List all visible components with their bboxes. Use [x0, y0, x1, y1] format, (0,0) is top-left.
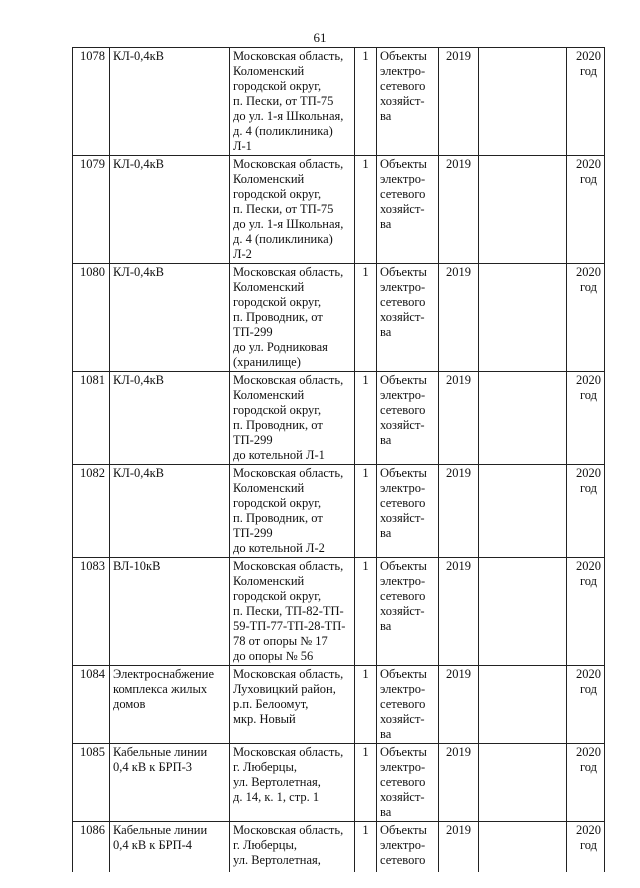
- table-row: [73, 264, 605, 372]
- object-location: Московская область, г. Люберцы, ул. Вертолетная,: [230, 822, 355, 872]
- deadline-cell: [567, 48, 605, 156]
- object-category: Объекты электро- сетевого хозяйст- ва: [377, 156, 439, 264]
- deadline-cell: [567, 465, 605, 558]
- object-category: Объекты электро- сетевого хозяйст- ва: [377, 558, 439, 666]
- table-row: [73, 48, 605, 156]
- extra-cell: [479, 666, 567, 744]
- deadline-cell: [567, 372, 605, 465]
- object-location: Московская область, Коломенский городской округ, п. Пески, ТП-82-ТП- 59-ТП-77-ТП-28-ТП- 78 от опоры № 17 до опоры № 56: [230, 558, 355, 666]
- object-category: Объекты электро- сетевого хозяйст- ва: [377, 48, 439, 156]
- deadline-cell: [567, 264, 605, 372]
- row-number: 1080: [73, 264, 110, 372]
- object-location: Московская область, Луховицкий район, р.п. Белоомут, мкр. Новый: [230, 666, 355, 744]
- object-quantity: 1: [355, 822, 377, 872]
- row-number: 1082: [73, 465, 110, 558]
- object-name: ВЛ-10кВ: [110, 558, 230, 666]
- row-number: 1086: [73, 822, 110, 872]
- object-quantity: 1: [355, 372, 377, 465]
- object-category: Объекты электро- сетевого хозяйст- ва: [377, 744, 439, 822]
- table-row: [73, 558, 605, 666]
- object-name: КЛ-0,4кВ: [110, 372, 230, 465]
- object-category: Объекты электро- сетевого хозяйст- ва: [377, 372, 439, 465]
- row-number: 1081: [73, 372, 110, 465]
- year-cell: 2019: [439, 372, 479, 465]
- deadline-text: 2020 год: [576, 745, 601, 774]
- deadline-cell: [567, 558, 605, 666]
- row-number: 1084: [73, 666, 110, 744]
- deadline-text: 2020 год: [576, 823, 601, 852]
- year-cell: 2019: [439, 822, 479, 872]
- deadline-text: 2020 год: [576, 265, 601, 294]
- object-quantity: 1: [355, 156, 377, 264]
- extra-cell: [479, 465, 567, 558]
- row-number: 1083: [73, 558, 110, 666]
- object-location: Московская область, г. Люберцы, ул. Вертолетная, д. 14, к. 1, стр. 1: [230, 744, 355, 822]
- object-quantity: 1: [355, 264, 377, 372]
- register-table: [72, 47, 605, 872]
- deadline-text: 2020 год: [576, 157, 601, 186]
- object-name: Электроснабжение комплекса жилых домов: [110, 666, 230, 744]
- deadline-text: 2020 год: [576, 373, 601, 402]
- deadline-cell: [567, 744, 605, 822]
- deadline-cell: [567, 666, 605, 744]
- object-location: Московская область, Коломенский городской округ, п. Пески, от ТП-75 до ул. 1-я Школьная, д. 4 (поликлиника) Л-1: [230, 48, 355, 156]
- object-location: Московская область, Коломенский городской округ, п. Проводник, от ТП-299 до котельной Л-2: [230, 465, 355, 558]
- row-number: 1085: [73, 744, 110, 822]
- year-cell: 2019: [439, 744, 479, 822]
- object-category: Объекты электро- сетевого: [377, 822, 439, 872]
- row-number: 1079: [73, 156, 110, 264]
- object-quantity: 1: [355, 744, 377, 822]
- table-body: [73, 48, 605, 872]
- object-category: Объекты электро- сетевого хозяйст- ва: [377, 465, 439, 558]
- object-name: КЛ-0,4кВ: [110, 264, 230, 372]
- deadline-cell: [567, 822, 605, 872]
- year-cell: 2019: [439, 264, 479, 372]
- object-location: Московская область, Коломенский городской округ, п. Пески, от ТП-75 до ул. 1-я Школьная, д. 4 (поликлиника) Л-2: [230, 156, 355, 264]
- object-quantity: 1: [355, 465, 377, 558]
- object-quantity: 1: [355, 558, 377, 666]
- table-row: [73, 744, 605, 822]
- extra-cell: [479, 264, 567, 372]
- table-row: [73, 666, 605, 744]
- object-name: КЛ-0,4кВ: [110, 465, 230, 558]
- table-row: [73, 465, 605, 558]
- year-cell: 2019: [439, 558, 479, 666]
- table-row: [73, 372, 605, 465]
- object-name: Кабельные линии 0,4 кВ к БРП-3: [110, 744, 230, 822]
- object-quantity: 1: [355, 666, 377, 744]
- extra-cell: [479, 822, 567, 872]
- object-category: Объекты электро- сетевого хозяйст- ва: [377, 264, 439, 372]
- deadline-text: 2020 год: [576, 466, 601, 495]
- object-name: КЛ-0,4кВ: [110, 48, 230, 156]
- object-category: Объекты электро- сетевого хозяйст- ва: [377, 666, 439, 744]
- object-name: КЛ-0,4кВ: [110, 156, 230, 264]
- deadline-text: 2020 год: [576, 49, 601, 78]
- year-cell: 2019: [439, 666, 479, 744]
- object-name: Кабельные линии 0,4 кВ к БРП-4: [110, 822, 230, 872]
- object-quantity: 1: [355, 48, 377, 156]
- deadline-text: 2020 год: [576, 559, 601, 588]
- object-location: Московская область, Коломенский городской округ, п. Проводник, от ТП-299 до ул. Родниковая (хранилище): [230, 264, 355, 372]
- object-location: Московская область, Коломенский городской округ, п. Проводник, от ТП-299 до котельной Л-1: [230, 372, 355, 465]
- year-cell: 2019: [439, 48, 479, 156]
- extra-cell: [479, 744, 567, 822]
- page-number: 61: [313, 30, 327, 45]
- year-cell: 2019: [439, 465, 479, 558]
- table-row: [73, 822, 605, 872]
- extra-cell: [479, 558, 567, 666]
- deadline-cell: [567, 156, 605, 264]
- extra-cell: [479, 156, 567, 264]
- extra-cell: [479, 48, 567, 156]
- deadline-text: 2020 год: [576, 667, 601, 696]
- year-cell: 2019: [439, 156, 479, 264]
- table-row: [73, 156, 605, 264]
- row-number: 1078: [73, 48, 110, 156]
- extra-cell: [479, 372, 567, 465]
